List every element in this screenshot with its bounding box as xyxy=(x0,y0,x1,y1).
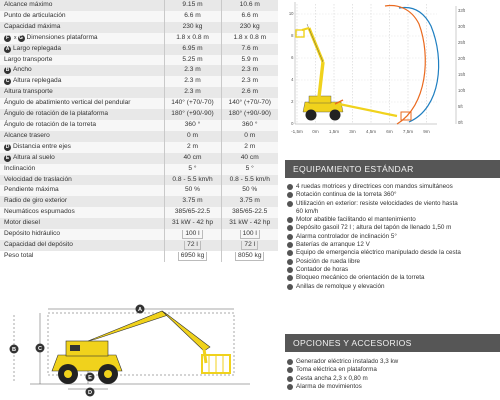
feature-item xyxy=(287,200,500,208)
spec-value-v1 xyxy=(164,229,221,240)
spec-value-v2 xyxy=(221,142,278,153)
spec-label xyxy=(0,218,164,229)
spec-row xyxy=(0,207,278,218)
x-tick-label: 3m xyxy=(349,129,356,134)
feature-item xyxy=(287,191,500,199)
feature-item xyxy=(287,224,500,232)
x-tick-label: 7,5m xyxy=(402,129,414,134)
spec-value-v1 xyxy=(164,164,221,175)
spec-value-text: 9.15 m xyxy=(182,1,203,8)
spec-value-text: 2.3 m xyxy=(241,66,258,74)
y-tick-label: 20ft xyxy=(458,56,465,61)
spec-value-v2 xyxy=(221,164,278,175)
spec-label-text: Neumáticos espumados xyxy=(4,208,75,216)
spec-label-text: Capacidad del depósito xyxy=(4,240,73,248)
spec-value-v1 xyxy=(164,22,221,33)
spec-value-text: 6.6 m xyxy=(241,11,258,19)
spec-value-text: 230 kg xyxy=(239,22,260,30)
feature-item xyxy=(287,208,500,216)
feature-text: Anillas de remolque y elevación xyxy=(296,282,385,290)
bullet-icon xyxy=(287,367,293,373)
spec-label xyxy=(0,22,164,33)
spec-label-text: Motor diesel xyxy=(4,219,40,227)
spec-value-text: 0 m xyxy=(187,131,198,139)
left-tick-label: 10 xyxy=(288,11,294,16)
spec-value-text: 5.25 m xyxy=(182,55,203,63)
spec-label-text: Altura replegada xyxy=(13,77,62,85)
bullet-icon xyxy=(287,267,293,273)
spec-label xyxy=(0,120,164,131)
spec-value-text: 230 kg xyxy=(182,22,203,30)
left-tick-label: 2 xyxy=(291,99,294,104)
feature-item xyxy=(287,366,500,374)
feature-text: Contador de horas xyxy=(296,265,349,273)
feature-item xyxy=(287,266,500,274)
spec-value-text: 360 ° xyxy=(242,120,258,128)
spec-label xyxy=(0,44,164,55)
spec-value-text: 2.3 m xyxy=(184,77,201,85)
feature-text: Toma eléctrica en plataforma xyxy=(296,366,377,374)
spec-label xyxy=(0,196,164,207)
spec-label-text: Largo transporte xyxy=(4,55,53,63)
spec-value-v2 xyxy=(221,87,278,98)
dimension-badge: B xyxy=(5,67,10,74)
spec-value-text: 3.75 m xyxy=(239,197,260,205)
y-tick-label: 5ft xyxy=(458,104,463,109)
spec-value-text: 6.6 m xyxy=(184,11,201,19)
spec-label xyxy=(0,11,164,22)
spec-value-v1 xyxy=(164,175,221,186)
boom-jib xyxy=(162,311,210,351)
spec-label xyxy=(0,109,164,120)
feature-text: Rotación continua de la torreta 360° xyxy=(296,191,397,199)
feature-item xyxy=(287,233,500,241)
spec-value-text: 180° (+90/-90) xyxy=(171,110,214,118)
y-tick-label: 25ft xyxy=(458,40,465,45)
left-tick-label: 6 xyxy=(291,55,294,60)
spec-value-text: 40 cm xyxy=(183,153,202,161)
spec-value-text: 40 cm xyxy=(240,153,259,161)
spec-value-v1 xyxy=(164,65,221,76)
dimension-label: E xyxy=(88,375,92,381)
wheel-hub xyxy=(64,370,72,378)
spec-label-text: Largo replegada xyxy=(13,44,62,52)
feature-text: Equipo de emergencia eléctrico manipulado desde la cesta xyxy=(296,249,461,257)
spec-value-v2 xyxy=(221,76,278,87)
standard-equipment-header: EQUIPAMIENTO ESTÁNDAR xyxy=(285,160,500,178)
spec-value-text: 8050 kg xyxy=(235,252,264,261)
x-tick-label: -1,5m xyxy=(291,129,303,134)
bullet-icon xyxy=(287,284,293,290)
spec-row xyxy=(0,65,278,76)
dimension-diagram xyxy=(0,285,280,400)
feature-text: Alarma de movimientos xyxy=(296,382,362,390)
x-tick-label: 9m xyxy=(423,129,430,134)
spec-value-v2 xyxy=(221,11,278,22)
spec-value-text: 7.6 m xyxy=(241,44,258,52)
spec-value-v2 xyxy=(221,98,278,109)
spec-label xyxy=(0,229,164,240)
feature-item xyxy=(287,274,500,282)
spec-label xyxy=(0,175,164,186)
spec-value-text: 0.8 - 5.5 km/h xyxy=(172,175,213,183)
spec-value-v1 xyxy=(164,153,221,164)
spec-value-text: 385/65-22.5 xyxy=(174,208,211,216)
spec-row xyxy=(0,153,278,164)
spec-value-v2 xyxy=(221,44,278,55)
spec-table xyxy=(0,0,278,262)
spec-value-text: 72 l xyxy=(184,241,201,250)
spec-value-text: 0 m xyxy=(244,131,256,139)
spec-label xyxy=(0,0,164,11)
feature-text: Depósito gasoil 72 l ; altura del tapón de llenado 1,50 m xyxy=(296,224,452,232)
y-tick-label: 10ft xyxy=(458,88,465,93)
spec-value-v1 xyxy=(164,76,221,87)
spec-value-text: 2.6 m xyxy=(241,88,258,96)
spec-value-v2 xyxy=(221,0,278,11)
spec-value-text: 100 l xyxy=(240,230,260,239)
spec-row xyxy=(0,120,278,131)
spec-label xyxy=(0,98,164,109)
spec-value-v1 xyxy=(164,44,221,55)
dimension-badge: D xyxy=(5,143,10,150)
spec-label-text: Dimensiones plataforma xyxy=(26,33,98,41)
spec-label-text: Inclinación xyxy=(4,164,36,172)
spec-value-text: 180° (+90/-90) xyxy=(228,110,271,118)
spec-row xyxy=(0,218,278,229)
spec-row xyxy=(0,109,278,120)
spec-row xyxy=(0,0,278,11)
feature-text: Alarma controlador de inclinación 5° xyxy=(296,232,397,240)
spec-label-text: Altura transporte xyxy=(4,88,53,96)
spec-value-text: 6950 kg xyxy=(178,252,207,261)
x-tick-label: 1,5m xyxy=(328,129,340,134)
feature-item xyxy=(287,249,500,257)
spec-label xyxy=(0,76,164,87)
bullet-icon xyxy=(287,250,293,256)
spec-value-v1 xyxy=(164,11,221,22)
spec-value-v1 xyxy=(164,142,221,153)
boom-outline xyxy=(307,24,323,62)
dimension-badge: F xyxy=(5,34,10,41)
spec-row xyxy=(0,87,278,98)
spec-value-v1 xyxy=(164,218,221,229)
spec-value-v1 xyxy=(164,240,221,251)
spec-value-text: 31 kW - 42 hp xyxy=(171,219,214,227)
spec-value-text: 140° (+70/-70) xyxy=(171,99,214,107)
spec-label xyxy=(0,164,164,175)
spec-value-v2 xyxy=(221,109,278,120)
bullet-icon xyxy=(287,234,293,240)
bullet-icon xyxy=(287,376,293,382)
spec-value-text: 2.3 m xyxy=(184,88,201,96)
spec-value-text: 31 kW - 42 hp xyxy=(229,219,271,227)
spec-label-text: Ángulo de rotación de la plataforma xyxy=(4,110,109,118)
spec-value-text: 2.3 m xyxy=(184,66,201,74)
left-tick-label: 8 xyxy=(291,33,294,38)
x-tick-label: 4,5m xyxy=(365,129,377,134)
spec-row xyxy=(0,196,278,207)
spec-label xyxy=(0,251,164,262)
spec-value-v2 xyxy=(221,55,278,66)
bullet-icon xyxy=(287,184,293,190)
spec-row xyxy=(0,76,278,87)
spec-label-text: Depósito hidráulico xyxy=(4,230,61,238)
feature-item xyxy=(287,375,500,383)
feature-text: Baterías de arranque 12 V xyxy=(296,241,370,249)
spec-value-text: 140° (+70/-70) xyxy=(228,99,271,107)
spec-value-text: 1.8 x 0.8 m xyxy=(176,33,209,41)
options-list xyxy=(287,358,500,391)
bullet-icon xyxy=(287,384,293,390)
feature-text: Motor abatible facilitando el mantenimiento xyxy=(296,216,416,224)
spec-row xyxy=(0,229,278,240)
spec-label-text: Capacidad máxima xyxy=(4,22,61,30)
spec-label xyxy=(0,131,164,142)
spec-value-text: 2 m xyxy=(244,142,256,150)
feature-item xyxy=(287,241,500,249)
dimension-badge: A xyxy=(5,45,10,52)
feature-text: Utilización en exterior: resiste velocidades de viento hasta xyxy=(296,199,458,207)
spec-label xyxy=(0,55,164,66)
spec-value-text: 50 % xyxy=(242,186,258,194)
spec-label xyxy=(0,207,164,218)
spec-row xyxy=(0,33,278,44)
spec-row xyxy=(0,185,278,196)
spec-value-v2 xyxy=(221,240,278,251)
spec-row xyxy=(0,251,278,262)
feature-text: 4 ruedas motrices y directrices con mandos simultáneos xyxy=(296,183,453,190)
bullet-icon xyxy=(287,242,293,248)
spec-value-text: 360 ° xyxy=(184,120,201,128)
wheel xyxy=(306,110,317,121)
feature-text: 60 km/h xyxy=(296,207,319,215)
spec-value-v2 xyxy=(221,131,278,142)
feature-item xyxy=(287,258,500,266)
dimension-label: D xyxy=(87,390,93,396)
spec-label xyxy=(0,142,164,153)
spec-row xyxy=(0,98,278,109)
spec-label-text: Ángulo de abatimiento vertical del pendular xyxy=(4,99,131,107)
boom-lower xyxy=(319,62,323,97)
spec-label-text: Velocidad de traslación xyxy=(4,175,72,183)
spec-row xyxy=(0,22,278,33)
spec-value-text: 385/65-22.5 xyxy=(232,208,268,216)
spec-value-text: 5 ° xyxy=(188,164,197,172)
spec-value-text: 2 m xyxy=(187,142,198,150)
spec-label xyxy=(0,65,164,76)
spec-label xyxy=(0,153,164,164)
bullet-icon xyxy=(287,275,293,281)
spec-value-v2 xyxy=(221,207,278,218)
reach-envelope-orange xyxy=(385,6,425,124)
spec-row xyxy=(0,131,278,142)
wheel-hub xyxy=(104,370,112,378)
spec-label-text: Distancia entre ejes xyxy=(13,142,71,150)
spec-value-v1 xyxy=(164,131,221,142)
spec-label-text: Ángulo de rotación de la torreta xyxy=(4,120,97,128)
spec-label-text: Alcance trasero xyxy=(4,131,50,139)
spec-value-v2 xyxy=(221,218,278,229)
spec-row xyxy=(0,164,278,175)
dimension-badge: E xyxy=(5,154,10,161)
reach-chart xyxy=(285,0,500,140)
spec-value-v2 xyxy=(221,65,278,76)
spec-value-v1 xyxy=(164,185,221,196)
spec-value-text: 100 l xyxy=(182,230,202,239)
spec-label-text: Alcance máximo xyxy=(4,1,53,8)
spec-value-text: 1.8 x 0.8 m xyxy=(233,33,267,41)
wheel xyxy=(330,110,341,121)
spec-value-v1 xyxy=(164,251,221,262)
spec-value-v2 xyxy=(221,251,278,262)
boom-main xyxy=(88,311,168,341)
feature-text: Generador eléctrico instalado 3,3 kw xyxy=(296,358,399,365)
y-tick-label: 0ft xyxy=(458,120,463,125)
spec-value-v2 xyxy=(221,175,278,186)
spec-row xyxy=(0,142,278,153)
left-tick-label: 4 xyxy=(291,77,294,82)
spec-value-v1 xyxy=(164,55,221,66)
spec-value-text: 50 % xyxy=(184,186,201,194)
y-tick-label: 30ft xyxy=(458,24,465,29)
spec-label-text: Altura al suelo xyxy=(13,153,55,161)
y-tick-label: 33ft xyxy=(458,8,465,13)
spec-label xyxy=(0,240,164,251)
feature-text: Posición de rueda libre xyxy=(296,257,361,265)
bullet-icon xyxy=(287,359,293,365)
spec-value-text: 6.95 m xyxy=(182,44,203,52)
dimension-label: C xyxy=(37,346,43,352)
engine-grille xyxy=(70,345,80,351)
spec-value-text: 0.8 - 5.5 km/h xyxy=(229,175,270,183)
dimension-badge: C xyxy=(5,78,10,85)
spec-value-text: 5 ° xyxy=(245,164,254,172)
spec-value-v2 xyxy=(221,120,278,131)
spec-value-v2 xyxy=(221,33,278,44)
spec-label xyxy=(0,33,164,44)
spec-value-v2 xyxy=(221,22,278,33)
spec-value-v2 xyxy=(221,185,278,196)
bullet-icon xyxy=(287,217,293,223)
spec-row xyxy=(0,240,278,251)
spec-value-v1 xyxy=(164,87,221,98)
feature-text: Cesta ancha 2,3 x 0,80 m xyxy=(296,374,368,382)
spec-value-v1 xyxy=(164,196,221,207)
left-tick-label: 0 xyxy=(291,121,294,126)
spec-label-text: Radio de giro exterior xyxy=(4,197,68,205)
spec-label-text: Peso total xyxy=(4,251,34,259)
spec-label-text: Pendiente máxima xyxy=(4,186,59,194)
spec-value-v1 xyxy=(164,0,221,11)
dimension-label: B xyxy=(11,347,17,353)
spec-value-v2 xyxy=(221,153,278,164)
spec-value-text: 2.3 m xyxy=(241,77,258,85)
spec-value-v1 xyxy=(164,120,221,131)
bullet-icon xyxy=(287,259,293,265)
spec-value-text: 72 l xyxy=(241,241,258,250)
bullet-icon xyxy=(287,201,293,207)
spec-value-v1 xyxy=(164,33,221,44)
platform-basket xyxy=(296,30,304,37)
spec-label xyxy=(0,185,164,196)
spec-row xyxy=(0,175,278,186)
spec-value-v1 xyxy=(164,207,221,218)
spec-value-text: 5.9 m xyxy=(241,55,258,63)
dimension-label: A xyxy=(137,307,143,313)
feature-item xyxy=(287,383,500,391)
spec-value-v1 xyxy=(164,98,221,109)
feature-item xyxy=(287,283,500,291)
spec-row xyxy=(0,11,278,22)
options-header: OPCIONES Y ACCESORIOS xyxy=(285,334,500,352)
spec-label xyxy=(0,87,164,98)
feature-item xyxy=(287,358,500,366)
x-tick-label: 0m xyxy=(312,129,319,134)
standard-equipment-list xyxy=(287,183,500,291)
spec-row xyxy=(0,44,278,55)
feature-item xyxy=(287,216,500,224)
spec-value-v2 xyxy=(221,196,278,207)
spec-value-text: 10.6 m xyxy=(239,1,260,8)
dimension-badge: G xyxy=(19,34,23,41)
spec-label-text: Punto de articulación xyxy=(4,11,66,19)
y-tick-label: 15ft xyxy=(458,72,465,77)
spec-value-v2 xyxy=(221,229,278,240)
x-tick-label: 6m xyxy=(386,129,393,134)
badge-separator: x xyxy=(14,34,17,41)
boom-horizontal xyxy=(339,104,397,116)
feature-text: Bloqueo mecánico de orientación de la torreta xyxy=(296,274,425,282)
bullet-icon xyxy=(287,225,293,231)
bullet-icon xyxy=(287,192,293,198)
spec-value-v1 xyxy=(164,109,221,120)
spec-label-text: Ancho xyxy=(13,66,32,74)
spec-value-text: 3.75 m xyxy=(182,197,203,205)
spec-row xyxy=(0,55,278,66)
